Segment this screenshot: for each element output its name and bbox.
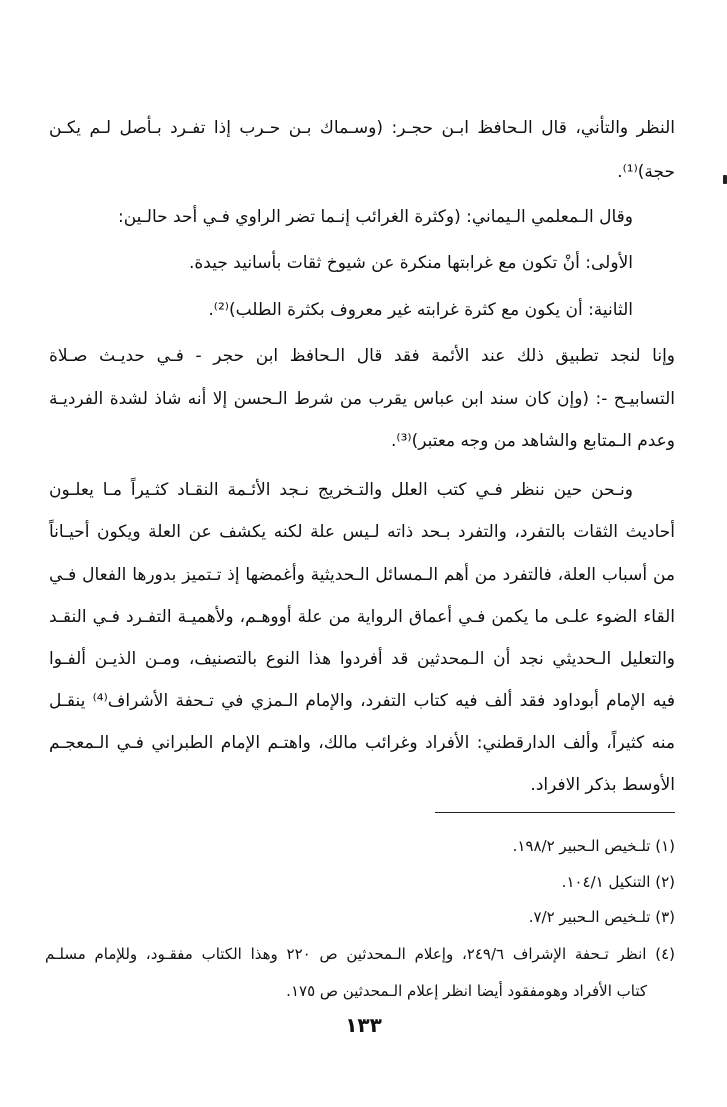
- body-line: ونـحن حين ننظر فـي كتب العلل والتـخريج نـجد الأئـمة النقـاد كثـيراً مـا يعلـون: [49, 480, 633, 500]
- footnote: (١) تلـخيص الـحبير ١٩٨/٢.: [512, 837, 675, 855]
- body-line: والتعليل الـحديثي نجد أن الـمحدثين قد أفردوا هذا النوع بالتصنيف، ومـن الذيـن ألفـوا: [49, 649, 675, 669]
- footnote: (٢) التنكيل ١٠٤/١.: [561, 873, 675, 891]
- body-line: الأولى: أنْ تكون مع غرابتها منكرة عن شيوخ ثقات بأسانيد جيدة.: [189, 253, 633, 273]
- body-line: الأوسط بذكر الافراد.: [530, 775, 675, 795]
- body-line: النظر والتأني، قال الـحافظ ابـن حجـر: (وسـماك بـن حـرب إذا تفـرد بـأصل لـم يكـن: [49, 118, 675, 138]
- footnote: (٤) انظر تـحفة الإشراف ٢٤٩/٦، وإعلام الـمحدثين ص ٢٢٠ وهذا الكتاب مفقـود، وللإمام مسلـم: [45, 945, 675, 963]
- body-line: منه كثيراً، وألف الدارقطني: الأفراد وغرائب مالك، واهتـم الإمام الطبراني فـي الـمعجـم: [49, 733, 675, 753]
- body-line: وإنا لنجد تطبيق ذلك عند الأئمة فقد قال الـحافظ ابن حجر - فـي حديـث صـلاة: [49, 346, 675, 366]
- body-line: من أسباب العلة، فالتفرد من أهم الـمسائل الـحديثية وأغمضها إذ تـتميز بدورها الفعال فـي: [49, 565, 675, 585]
- body-line: أحاديث الثقات بالتفرد، والتفرد بـحد ذاته لـيس علة لكنه يكشف عن العلة ويكون أحيـاناً: [49, 522, 675, 542]
- body-line: الثانية: أن يكون مع كثرة غرابته غير معروف بكثرة الطلب)⁽²⁾.: [208, 300, 633, 320]
- body-line: حجة)⁽¹⁾.: [617, 162, 675, 182]
- body-line: القاء الضوء علـى ما يكمن فـي أعماق الرواية من علة أووهـم، ولأهميـة التفـرد فـي النقـد: [49, 607, 675, 627]
- body-line: وعدم الـمتابع والشاهد من وجه معتبر)⁽³⁾.: [390, 431, 675, 451]
- body-line: التسابيـح -: (وإن كان سند ابن عباس يقرب من شرط الـحسن إلا أنه شاذ لشدة الفرديـة: [49, 389, 675, 409]
- body-line: فيه الإمام أبوداود فقد ألف فيه كتاب التفرد، والإمام الـمزي في تـحفة الأشراف⁽⁴⁾ ينقـل: [49, 691, 675, 711]
- footnote: كتاب الأفراد وهومفقود أيضا انظر إعلام الـمحدثين ص ١٧٥.: [286, 982, 647, 1000]
- footnote-divider: [435, 812, 675, 813]
- page-number: ١٣٣: [345, 1013, 382, 1037]
- footnote: (٣) تلـخيص الـحبير ٧/٢.: [528, 908, 675, 926]
- margin-mark: [723, 175, 727, 184]
- body-line: وقال الـمعلمي الـيماني: (وكثرة الغرائب إنـما تضر الراوي فـي أحد حالـين:: [118, 207, 633, 227]
